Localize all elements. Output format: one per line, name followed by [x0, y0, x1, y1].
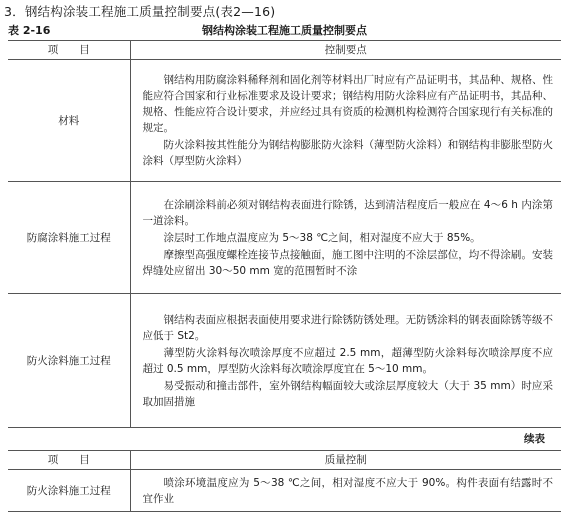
section-heading: 3．钢结构涂装工程施工质量控制要点(表2—16)	[4, 4, 276, 19]
table-caption	[8, 24, 561, 38]
row-label: 防火涂料施工过程	[8, 470, 130, 512]
header-row	[8, 41, 561, 60]
paragraph: 在涂刷涂料前必须对钢结构表面进行除锈，达到清洁程度后一般应在 4～6 h 内涂第一道涂料。	[142, 198, 553, 227]
header-quality-control: 质量控制	[130, 451, 561, 470]
continued-label	[8, 432, 561, 446]
continued-table	[8, 450, 561, 512]
table-number: 表 2-16	[8, 24, 51, 37]
paragraph: 摩擦型高强度螺栓连接节点接触面，施工图中注明的不涂层部位，均不得涂刷。安装焊缝处应留出 30～50 mm 宽的范围暂时不涂	[142, 248, 553, 277]
row-content	[130, 294, 561, 428]
table-row	[8, 294, 561, 428]
table-row	[8, 60, 561, 182]
quality-control-table	[8, 40, 561, 428]
row-content	[130, 182, 561, 294]
paragraph: 薄型防火涂料每次喷涂厚度不应超过 2.5 mm，超薄型防火涂料每次喷涂厚度不应超过 0.5 mm，厚型防火涂料每次喷涂厚度宜在 5～10 mm。	[142, 346, 553, 375]
paragraph: 易受振动和撞击部件，室外钢结构幅面较大或涂层厚度较大（大于 35 mm）时应采取加固措施	[142, 379, 553, 408]
row-label: 防火涂料施工过程	[8, 294, 130, 428]
table-title: 钢结构涂装工程施工质量控制要点	[202, 24, 367, 37]
paragraph: 涂层时工作地点温度应为 5～38 ℃之间，相对湿度不应大于 85%。	[163, 231, 481, 244]
paragraph: 防火涂料按其性能分为钢结构膨胀防火涂料（薄型防火涂料）和钢结构非膨胀型防火涂料（厚型防火涂料）	[142, 139, 553, 167]
paragraph: 钢结构用防腐涂料稀释剂和固化剂等材料出厂时应有产品证明书，其品种、规格、性能应符合国家和行业标准要求及设计要求；钢结构用防火涂料应有产品证明书，其品种、规格、性能应符合设计要求，并应经过具有资质的检测机构检测符合国家现行有关标准的规定。	[142, 74, 553, 134]
row-content	[130, 60, 561, 182]
table-row	[8, 470, 561, 512]
header-item: 项 目	[8, 41, 130, 60]
paragraph: 喷涂环境温度应为 5～38 ℃之间，相对湿度不应大于 90%。构件表面有结露时不宜作业	[142, 476, 553, 505]
continued-label-text: 续表	[524, 433, 545, 445]
row-label: 防腐涂料施工过程	[8, 182, 130, 294]
header-item: 项 目	[8, 451, 130, 470]
row-content	[130, 470, 561, 512]
table-row	[8, 182, 561, 294]
paragraph: 钢结构表面应根据表面使用要求进行除锈防锈处理。无防锈涂料的钢表面除锈等级不应低于 St2。	[142, 313, 553, 342]
header-row	[8, 451, 561, 470]
row-label: 材料	[8, 60, 130, 182]
header-control-points: 控制要点	[130, 41, 561, 60]
